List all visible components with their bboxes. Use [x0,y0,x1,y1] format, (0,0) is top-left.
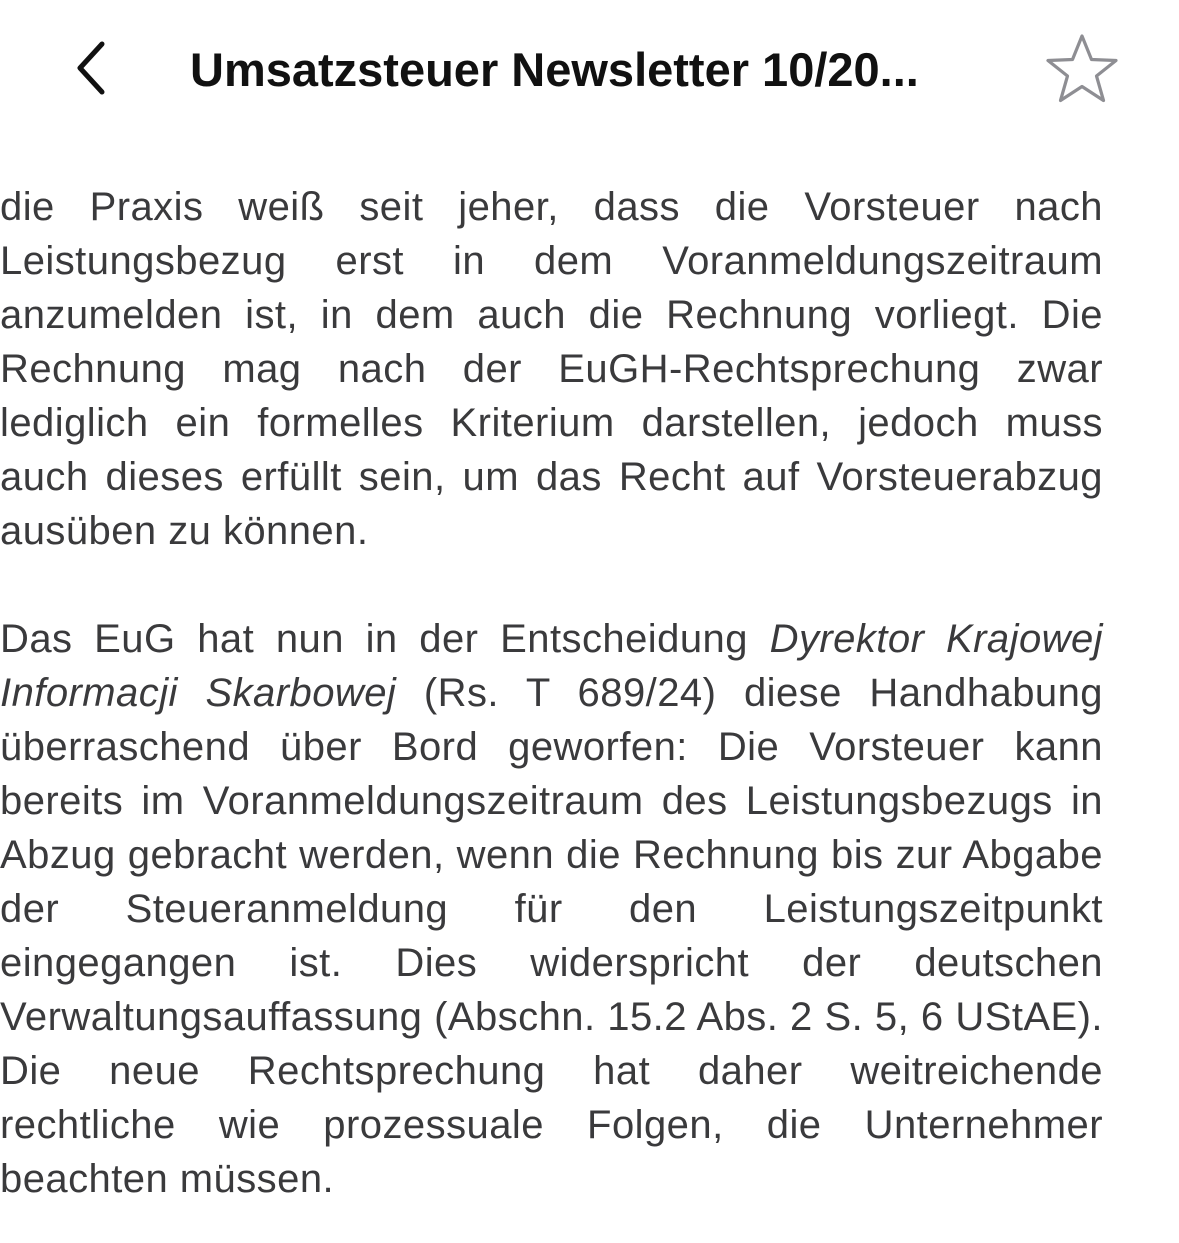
chevron-left-icon [70,38,114,98]
favorite-button[interactable] [1044,32,1120,108]
star-outline-icon [1044,32,1120,108]
back-button[interactable] [60,36,124,100]
paragraph-text: (Rs. T 689/24) diese Handhabung überraschend über Bord geworfen: Die Vorsteuer kann bereits im Voranmeldungszeitraum des Leistungsbezugs in Abzug gebracht werden, wenn die Rechnung bis zur Abgabe der Steueranmeldung für den Leistungszeitpunkt eingegangen ist. Dies widerspricht der deutschen Verwaltungsauffassung (Abschn. 15.2 Abs. 2 S. 5, 6 UStAE). Die neue Rechtsprechung hat daher weitreichende rechtliche wie prozessuale Folgen, die Unternehmer beachten müssen. [0,671,1103,1201]
article-body [0,180,1103,1206]
paragraph-text: Das EuG hat nun in der Entscheidung [0,617,770,661]
article-paragraph [0,612,1103,1206]
navigation-bar [0,0,1179,140]
case-name: Dyrektor Krajowej Informacji Skarbowej [0,617,1104,715]
page-title: Umsatzsteuer Newsletter 10/20... [190,43,919,96]
article-paragraph: die Praxis weiß seit jeher, dass die Vorsteuer nach Leistungsbezug erst in dem Voranmeldungszeitraum anzumelden ist, in dem auch die Rechnung vorliegt. Die Rechnung mag nach der EuGH-Rechtsprechung zwar lediglich ein formelles Kriterium darstellen, jedoch muss auch dieses erfüllt sein, um das Recht auf Vorsteuerabzug ausüben zu können. [0,185,1103,553]
